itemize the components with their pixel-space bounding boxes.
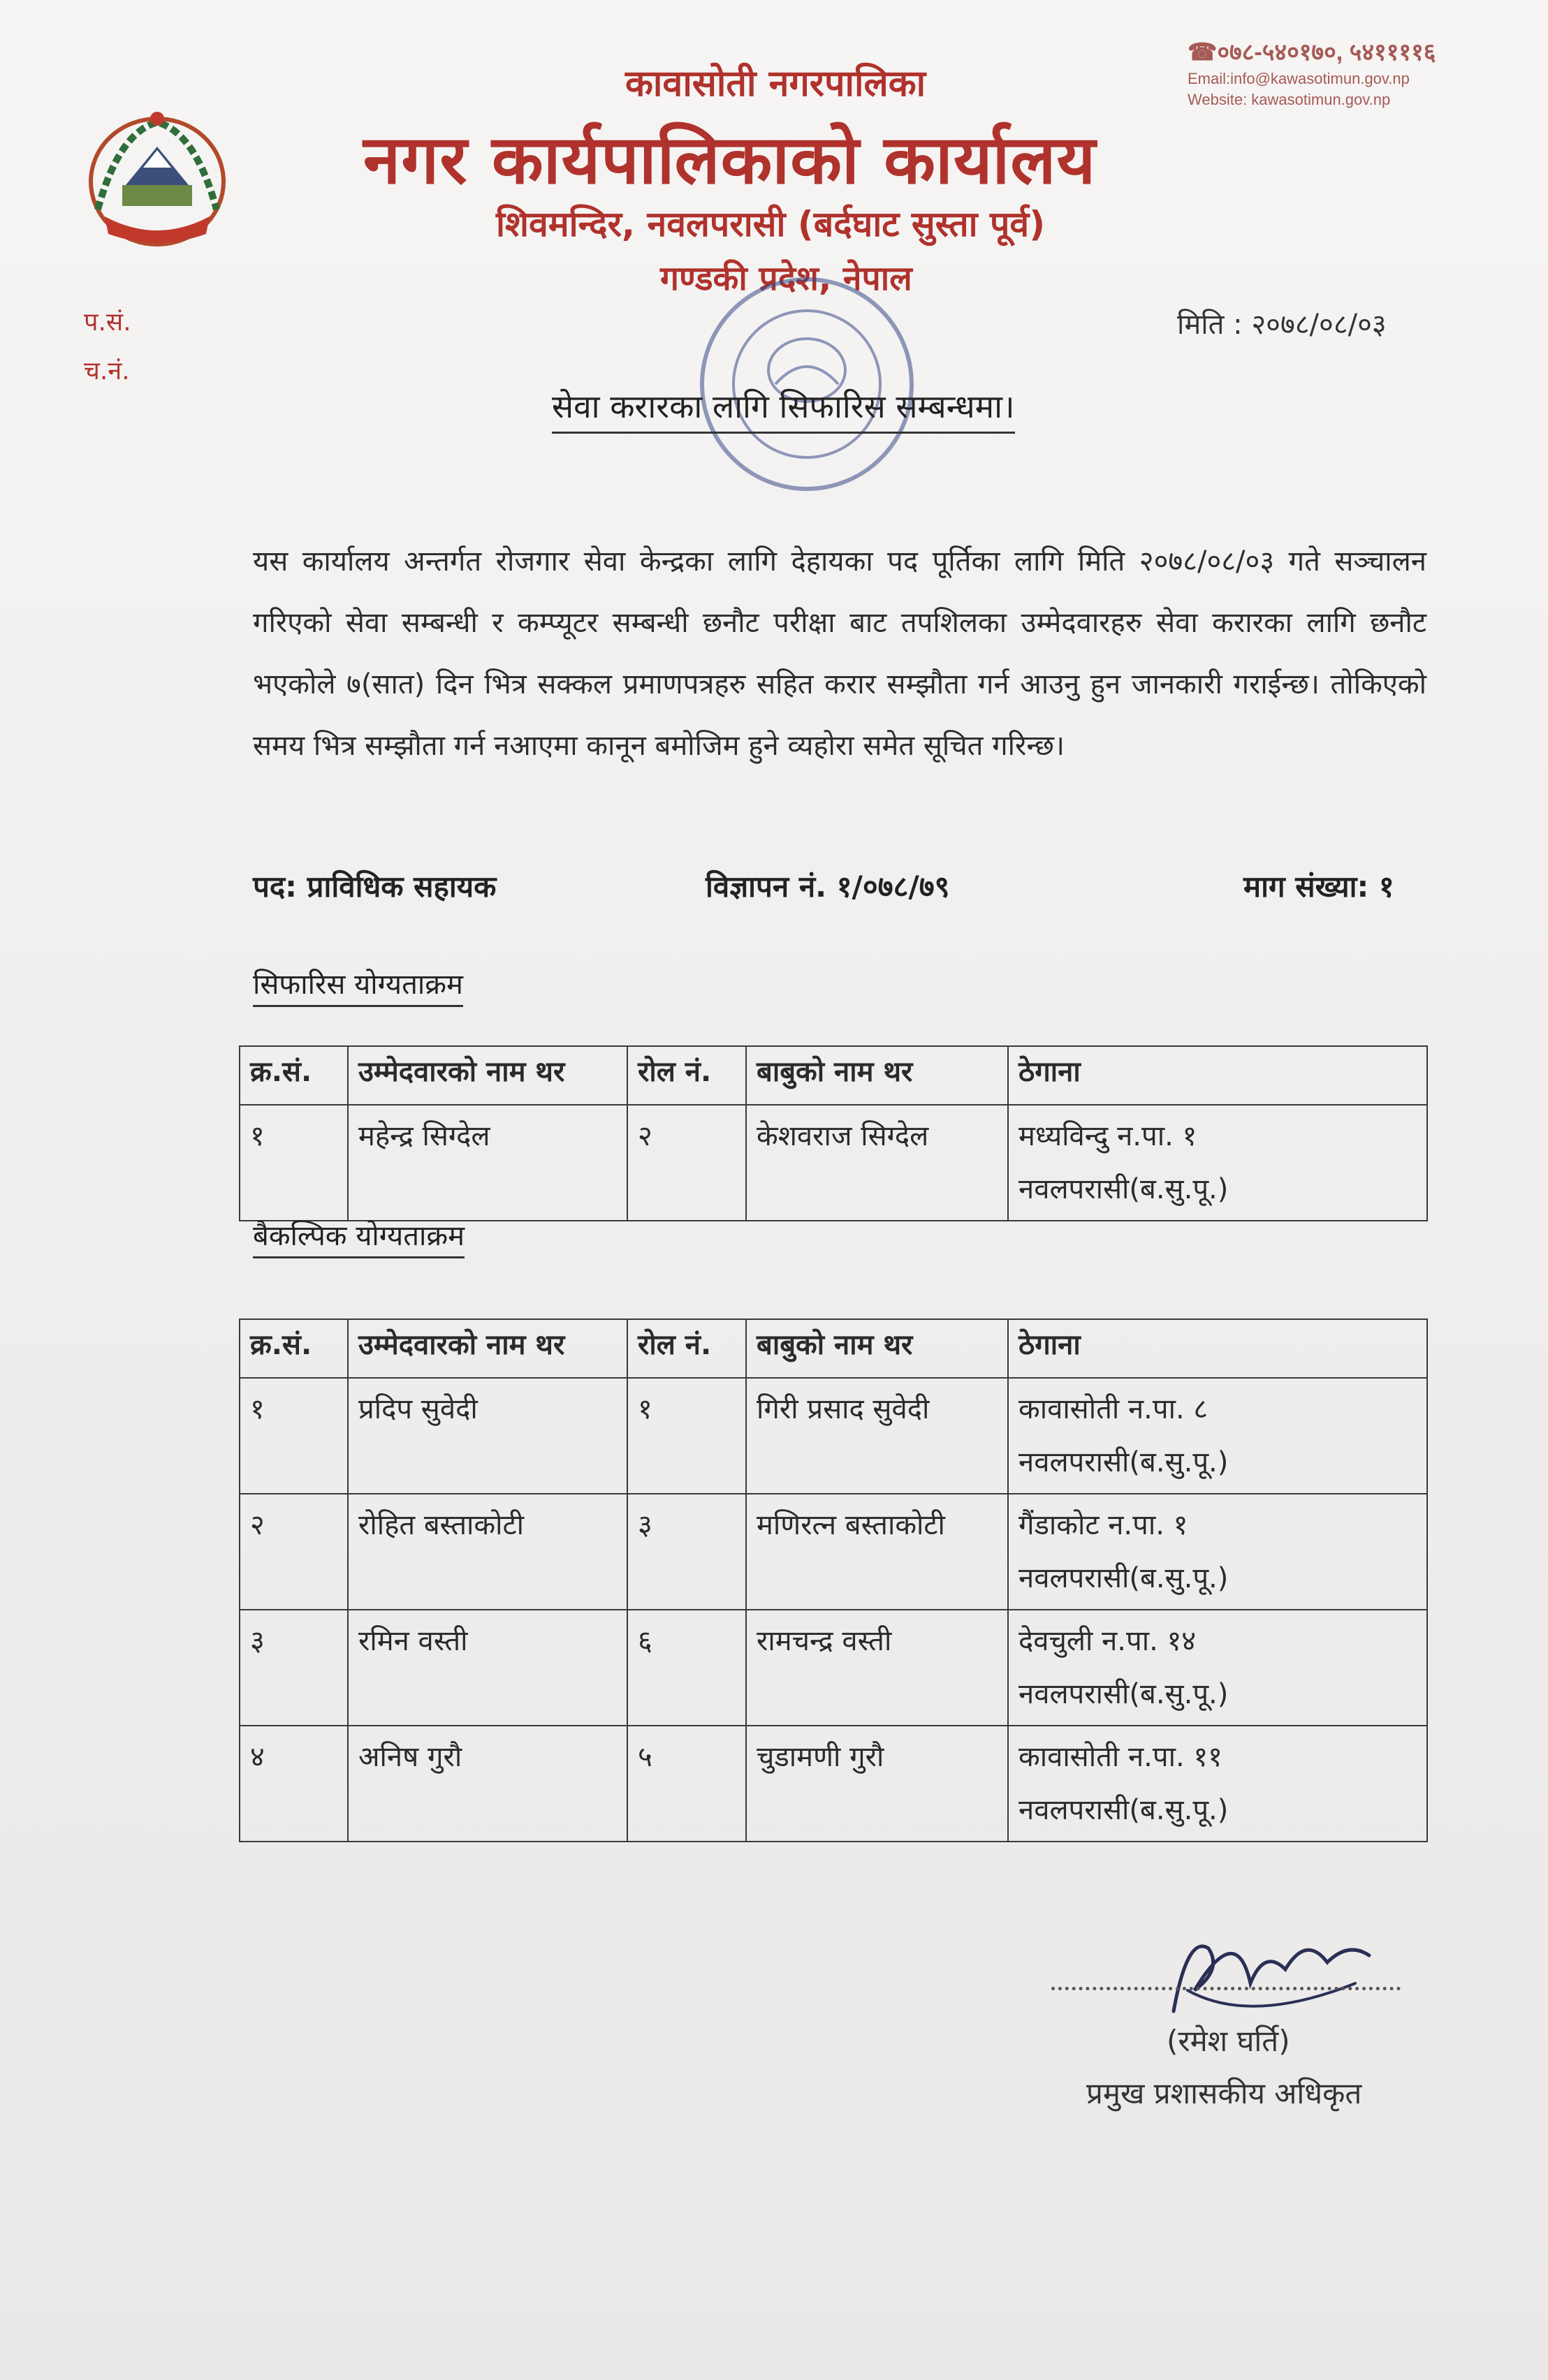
header-candidate-name: उम्मेदवारको नाम थर — [348, 1046, 627, 1105]
cell-candidate-name: महेन्द्र सिग्देल — [348, 1105, 627, 1221]
advertisement-number: विज्ञापन नं. १/०७८/७९ — [706, 869, 950, 904]
recommended-section-title: सिफारिस योग्यताक्रम — [253, 964, 463, 1007]
letter-body: यस कार्यालय अन्तर्गत रोजगार सेवा केन्द्रका लागि देहायका पद पूर्तिका लागि मिति २०७८/०८/०३ गते सञ्चालन गरिएको सेवा सम्बन्धी र कम्प्यूटर सम्बन्धी छनौट परीक्षा बाट तपशिलका उम्मेदवारहरु सेवा करारका लागि छनौट भएकोले ७(सात) दिन भित्र सक्कल प्रमाणपत्रहरु सहित करार सम्झौता गर्न आउनु हुन जानकारी गराईन्छ। तोकिएको समय भित्र सम्झौता गर्न नआएमा कानून बमोजिम हुने व्यहोरा समेत सूचित गरिन्छ। — [253, 545, 1426, 762]
header-father-name: बाबुको नाम थर — [746, 1319, 1008, 1378]
cell-father-name: केशवराज सिग्देल — [746, 1105, 1008, 1221]
address-line-1: कावासोती न.पा. ८ — [1018, 1393, 1209, 1425]
cell-father-name: चुडामणी गुरौ — [746, 1726, 1008, 1842]
address-line-2: नवलपरासी(ब.सु.पू.) — [1018, 1678, 1229, 1710]
municipality-name: कावासोती नगरपालिका — [625, 63, 926, 105]
website-text: Website: kawasotimun.gov.np — [1188, 91, 1391, 108]
address-line-1: कावासोती न.पा. ११ — [1018, 1741, 1222, 1773]
nepal-emblem-icon — [77, 105, 238, 251]
cell-serial: २ — [240, 1494, 348, 1610]
contact-block — [1188, 35, 1436, 109]
letter-subject: सेवा करारका लागि सिफारिस सम्बन्धमा। — [552, 384, 1015, 434]
cell-roll-number: १ — [627, 1378, 746, 1494]
cell-address — [1008, 1378, 1427, 1494]
demand-count: माग संख्या: १ — [1243, 869, 1394, 904]
cell-serial: ४ — [240, 1726, 348, 1842]
header-candidate-name: उम्मेदवारको नाम थर — [348, 1319, 627, 1378]
cell-address — [1008, 1105, 1427, 1221]
post-position: पद: प्राविधिक सहायक — [253, 869, 497, 904]
signatory-name: (रमेश घर्ति) — [1167, 2024, 1290, 2058]
table-row — [240, 1726, 1427, 1842]
cell-candidate-name: रमिन वस्ती — [348, 1610, 627, 1726]
office-address: शिवमन्दिर, नवलपरासी (बर्दघाट सुस्ता पूर्व) — [496, 204, 1046, 244]
signature-line — [1051, 1987, 1401, 1990]
reference-number-label: प.सं. — [84, 308, 131, 337]
address-line-1: देवचुली न.पा. १४ — [1018, 1625, 1197, 1657]
header-address: ठेगाना — [1008, 1046, 1427, 1105]
alternate-table — [239, 1318, 1428, 1842]
cell-roll-number: ६ — [627, 1610, 746, 1726]
table-header-row — [240, 1046, 1427, 1105]
table-row — [240, 1610, 1427, 1726]
signatory-title: प्रमुख प्रशासकीय अधिकृत — [1086, 2076, 1362, 2110]
address-line-1: मध्यविन्दु न.पा. १ — [1018, 1120, 1197, 1152]
address-line-1: गैंडाकोट न.पा. १ — [1018, 1509, 1188, 1541]
recommended-table — [239, 1045, 1428, 1221]
cell-candidate-name: प्रदिप सुवेदी — [348, 1378, 627, 1494]
cell-father-name: मणिरत्न बस्ताकोटी — [746, 1494, 1008, 1610]
dispatch-number-label: च.नं. — [84, 357, 130, 385]
phone-number: ☎०७८-५४०१७०, ५४११११६ — [1188, 39, 1436, 66]
cell-roll-number: ५ — [627, 1726, 746, 1842]
cell-serial: ३ — [240, 1610, 348, 1726]
cell-candidate-name: रोहित बस्ताकोटी — [348, 1494, 627, 1610]
header-address: ठेगाना — [1008, 1319, 1427, 1378]
header-roll-number: रोल नं. — [627, 1046, 746, 1105]
table-header-row — [240, 1319, 1427, 1378]
table-row — [240, 1494, 1427, 1610]
cell-father-name: रामचन्द्र वस्ती — [746, 1610, 1008, 1726]
table-row — [240, 1105, 1427, 1221]
header-roll-number: रोल नं. — [627, 1319, 746, 1378]
header-serial: क्र.सं. — [240, 1046, 348, 1105]
cell-candidate-name: अनिष गुरौ — [348, 1726, 627, 1842]
alternate-section-title: बैकल्पिक योग्यताक्रम — [253, 1215, 465, 1258]
cell-serial: १ — [240, 1378, 348, 1494]
office-title: नगर कार्यपालिकाको कार्यालय — [363, 121, 1097, 199]
cell-roll-number: २ — [627, 1105, 746, 1221]
address-line-2: नवलपरासी(ब.सु.पू.) — [1018, 1562, 1229, 1594]
cell-address — [1008, 1494, 1427, 1610]
cell-serial: १ — [240, 1105, 348, 1221]
cell-roll-number: ३ — [627, 1494, 746, 1610]
address-line-2: नवलपरासी(ब.सु.पू.) — [1018, 1446, 1229, 1478]
header-father-name: बाबुको नाम थर — [746, 1046, 1008, 1105]
address-line-2: नवलपरासी(ब.सु.पू.) — [1018, 1173, 1229, 1205]
cell-address — [1008, 1726, 1427, 1842]
letter-date: मिति : २०७८/०८/०३ — [1177, 309, 1387, 341]
cell-address — [1008, 1610, 1427, 1726]
table-row — [240, 1378, 1427, 1494]
address-line-2: नवलपरासी(ब.सु.पू.) — [1018, 1794, 1229, 1826]
cell-father-name: गिरी प्रसाद सुवेदी — [746, 1378, 1008, 1494]
office-province: गण्डकी प्रदेश, नेपाल — [660, 259, 912, 298]
email-text: Email:info@kawasotimun.gov.np — [1188, 70, 1410, 87]
header-serial: क्र.सं. — [240, 1319, 348, 1378]
